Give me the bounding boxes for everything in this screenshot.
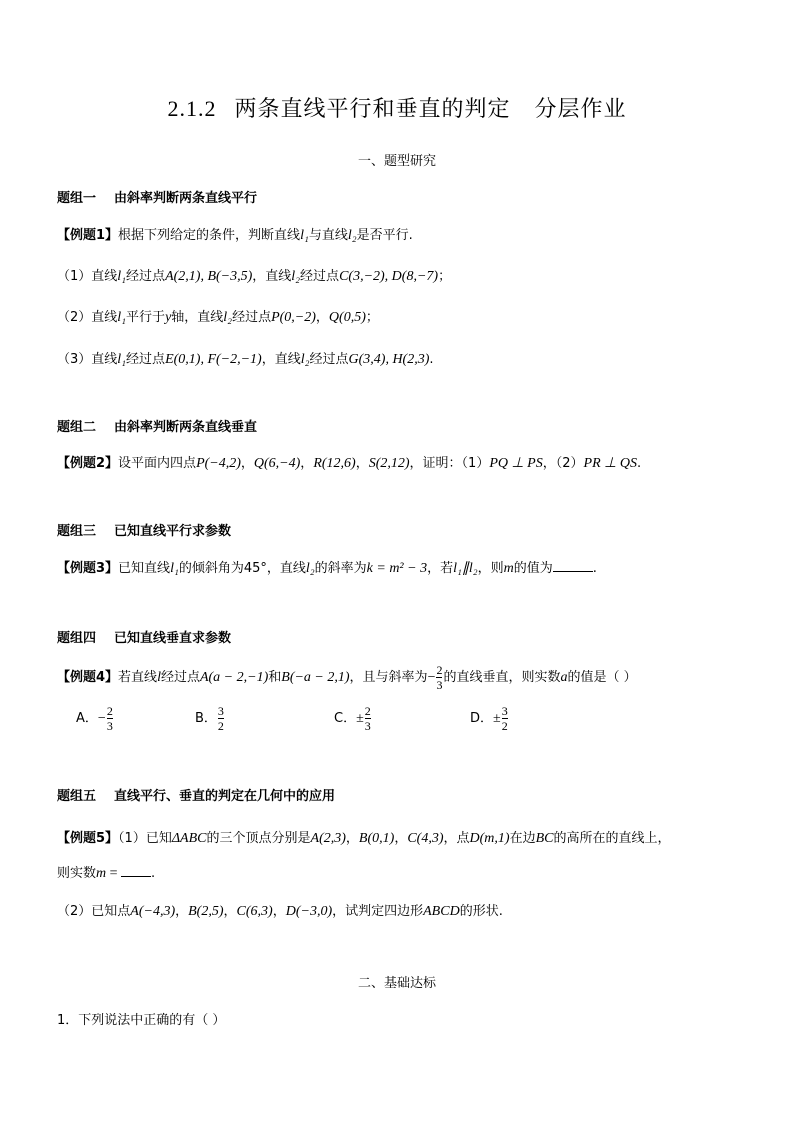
example2-line	[57, 452, 641, 472]
example2-text1: 设平面内四点	[118, 456, 197, 471]
example5-line1a: （1）已知	[118, 831, 172, 846]
vertex-b: B(0,1)	[358, 831, 395, 846]
example2-end: .	[636, 456, 642, 471]
group2-heading	[57, 416, 257, 435]
example1-item1	[57, 265, 451, 285]
example1-text: 根据下列给定的条件，判断直线	[118, 228, 301, 243]
option-denominator: 3	[364, 719, 371, 733]
example2-tag: 【例题2】	[57, 456, 119, 471]
item1-num: （1）直线	[57, 269, 118, 284]
line-l2: l₂	[291, 269, 301, 284]
example4-text2: 经过点	[160, 670, 200, 685]
item2-c: 经过点	[232, 310, 272, 325]
section-two-heading: 二、基础达标	[357, 976, 436, 991]
item2-b: 轴，直线	[171, 310, 224, 325]
example5-line2	[57, 862, 155, 882]
point-a: A(a − 2,−1)	[199, 670, 269, 685]
group4-title: 已知直线垂直求参数	[114, 631, 232, 646]
parallel-relation: l₁∥l₂	[453, 561, 478, 576]
slope-numerator: 2	[436, 663, 443, 677]
point-d: D(m,1)	[469, 831, 510, 846]
comma: ，	[272, 904, 286, 919]
example5-line3	[57, 900, 503, 920]
title-suffix: 分层作业	[534, 97, 627, 122]
item2-a: 平行于	[126, 310, 166, 325]
example5-line1b: 的三个顶点分别是	[206, 831, 311, 846]
line-l: l	[157, 670, 161, 685]
group1-heading	[57, 187, 257, 206]
item3-end: .	[429, 352, 434, 367]
option-numerator: 2	[364, 704, 371, 718]
item1-points1: A(2,1), B(−3,5)	[165, 269, 253, 284]
option-sign: ±	[356, 711, 364, 726]
item3-num: （3）直线	[57, 352, 118, 367]
item2-axis: y	[165, 310, 172, 325]
comma: ，	[240, 456, 254, 471]
quadrilateral-abcd: ABCD	[423, 904, 460, 919]
example1-end: 是否平行.	[356, 228, 413, 243]
var-m: m	[96, 866, 107, 881]
option-b[interactable]	[195, 705, 225, 732]
example2-text3: ，（2）	[542, 456, 584, 471]
option-d[interactable]	[470, 705, 509, 732]
title-main: 两条直线平行和垂直的判定	[234, 97, 511, 122]
option-fraction	[107, 705, 113, 732]
point-c: C(6,3)	[236, 904, 273, 919]
line-l1: l₁	[117, 269, 127, 284]
line-l2: l₂	[305, 561, 315, 576]
example5-line1d: 在边	[509, 831, 536, 846]
item3-c: 经过点	[309, 352, 349, 367]
example3-text1: 已知直线	[118, 561, 171, 576]
point-b: B(−a − 2,1)	[281, 670, 350, 685]
group1-label: 题组一	[57, 191, 97, 206]
group2-title: 由斜率判断两条直线垂直	[114, 420, 258, 435]
point-a: A(−4,3)	[130, 904, 176, 919]
group5-label: 题组五	[57, 789, 97, 804]
line-l2: l₂	[347, 228, 357, 243]
item1-b: ，直线	[252, 269, 292, 284]
example3-text2: 的倾斜角为45°，直线	[178, 561, 306, 576]
example4-text1: 若直线	[118, 670, 158, 685]
var-m: m	[503, 561, 514, 576]
option-a[interactable]	[76, 705, 114, 732]
answer-blank	[553, 571, 593, 572]
option-label: C．	[334, 711, 357, 726]
line-l2: l₂	[300, 352, 310, 367]
comma: ，	[300, 456, 314, 471]
slope-formula: k = m² − 3	[366, 561, 428, 576]
line-l1: l₁	[170, 561, 179, 576]
var-a: a	[560, 670, 568, 685]
example1-mid: 与直线	[308, 228, 348, 243]
option-c[interactable]	[334, 705, 372, 732]
group4-label: 题组四	[57, 631, 97, 646]
equals: =	[106, 866, 122, 881]
example3-tag: 【例题3】	[57, 561, 119, 576]
line-l1: l₁	[117, 352, 127, 367]
comma: ，	[175, 904, 189, 919]
group2-label: 题组二	[57, 420, 97, 435]
point-q: Q(6,−4)	[253, 456, 301, 471]
example5-tag: 【例题5】	[57, 831, 119, 846]
vertex-a: A(2,3)	[310, 831, 346, 846]
example5-line1	[57, 827, 670, 847]
line-l1: l₁	[117, 310, 127, 325]
example1-line	[57, 224, 413, 244]
item3-points1: E(0,1), F(−2,−1)	[165, 352, 262, 367]
example4-and: 和	[268, 670, 282, 685]
item2-end: ；	[365, 310, 379, 325]
example4-tag: 【例题4】	[57, 670, 119, 685]
slope-fraction	[436, 664, 442, 691]
example3-text6: 的值为	[513, 561, 553, 576]
group1-title: 由斜率判断两条直线平行	[114, 191, 258, 206]
section-one-heading: 一、题型研究	[357, 154, 436, 169]
option-sign: −	[97, 711, 106, 726]
example1-item2	[57, 306, 379, 326]
side-bc: BC	[535, 831, 554, 846]
item1-a: 经过点	[126, 269, 166, 284]
example4-line	[57, 664, 637, 691]
point-p: P(−4,2)	[196, 456, 241, 471]
item1-points2: C(3,−2), D(8,−7)	[339, 269, 439, 284]
page-title	[0, 92, 794, 123]
line-l2: l₂	[223, 310, 233, 325]
example3-text4: ，若	[427, 561, 454, 576]
example3-text5: ，则	[477, 561, 504, 576]
group5-heading	[57, 785, 335, 804]
option-numerator: 3	[501, 704, 508, 718]
title-number: 2.1.2	[167, 96, 217, 121]
group4-heading	[57, 627, 231, 646]
basic-question-1: 1．下列说法中正确的有（ ）	[57, 1013, 226, 1028]
option-denominator: 2	[217, 719, 224, 733]
example5-line2a: 则实数	[57, 866, 97, 881]
item1-end: ；	[438, 269, 452, 284]
slope-sign: −	[427, 670, 436, 685]
option-label: B．	[195, 711, 217, 726]
group5-title: 直线平行、垂直的判定在几何中的应用	[114, 789, 336, 804]
line-l1: l₁	[300, 228, 309, 243]
example5-line3a: （2）已知点	[57, 904, 131, 919]
item2-num: （2）直线	[57, 310, 118, 325]
example5-line1e: 的高所在的直线上，	[553, 831, 671, 846]
item2-sep: ，	[315, 310, 329, 325]
triangle-abc: ΔABC	[171, 831, 207, 846]
answer-blank	[121, 876, 151, 877]
vertex-c: C(4,3)	[407, 831, 444, 846]
item3-b: ，直线	[261, 352, 301, 367]
point-s: S(2,12)	[368, 456, 410, 471]
option-label: A．	[76, 711, 98, 726]
example4-text3: ，且与斜率为	[349, 670, 428, 685]
point-r: R(12,6)	[313, 456, 356, 471]
example5-line2-end: .	[151, 866, 156, 881]
group3-label: 题组三	[57, 524, 97, 539]
example5-line3c: 的形状.	[459, 904, 503, 919]
relation-pq-ps: PQ ⊥ PS	[489, 456, 543, 471]
item2-point-p: P(0,−2)	[271, 310, 316, 325]
group3-title: 已知直线平行求参数	[114, 524, 232, 539]
example1-tag: 【例题1】	[57, 228, 119, 243]
slope-denominator: 3	[436, 678, 443, 692]
comma: ，	[223, 904, 237, 919]
relation-pr-qs: PR ⊥ QS	[583, 456, 637, 471]
item2-point-q: Q(0,5)	[328, 310, 366, 325]
example4-text5: 的值是（ ）	[567, 670, 637, 685]
comma: ，	[355, 456, 369, 471]
example1-item3	[57, 348, 434, 368]
option-sign: ±	[493, 711, 501, 726]
point-b: B(2,5)	[188, 904, 224, 919]
comma: ，	[394, 831, 408, 846]
option-denominator: 2	[501, 719, 508, 733]
option-denominator: 3	[106, 719, 113, 733]
option-label: D．	[470, 711, 494, 726]
example5-line1c: ，点	[443, 831, 470, 846]
comma: ，	[345, 831, 359, 846]
option-fraction	[365, 705, 371, 732]
item3-points2: G(3,4), H(2,3)	[348, 352, 430, 367]
example5-line3b: ，试判定四边形	[332, 904, 424, 919]
item1-c: 经过点	[300, 269, 340, 284]
option-numerator: 2	[106, 704, 113, 718]
option-numerator: 3	[217, 704, 224, 718]
example3-end: .	[592, 561, 597, 576]
example3-text3: 的斜率为	[314, 561, 367, 576]
example4-text4: 的直线垂直，则实数	[443, 670, 561, 685]
item3-a: 经过点	[126, 352, 166, 367]
example2-text2: ，证明：（1）	[409, 456, 490, 471]
point-d: D(−3,0)	[285, 904, 333, 919]
option-fraction	[218, 705, 224, 732]
group3-heading	[57, 520, 231, 539]
example3-line	[57, 557, 597, 577]
option-fraction	[502, 705, 508, 732]
